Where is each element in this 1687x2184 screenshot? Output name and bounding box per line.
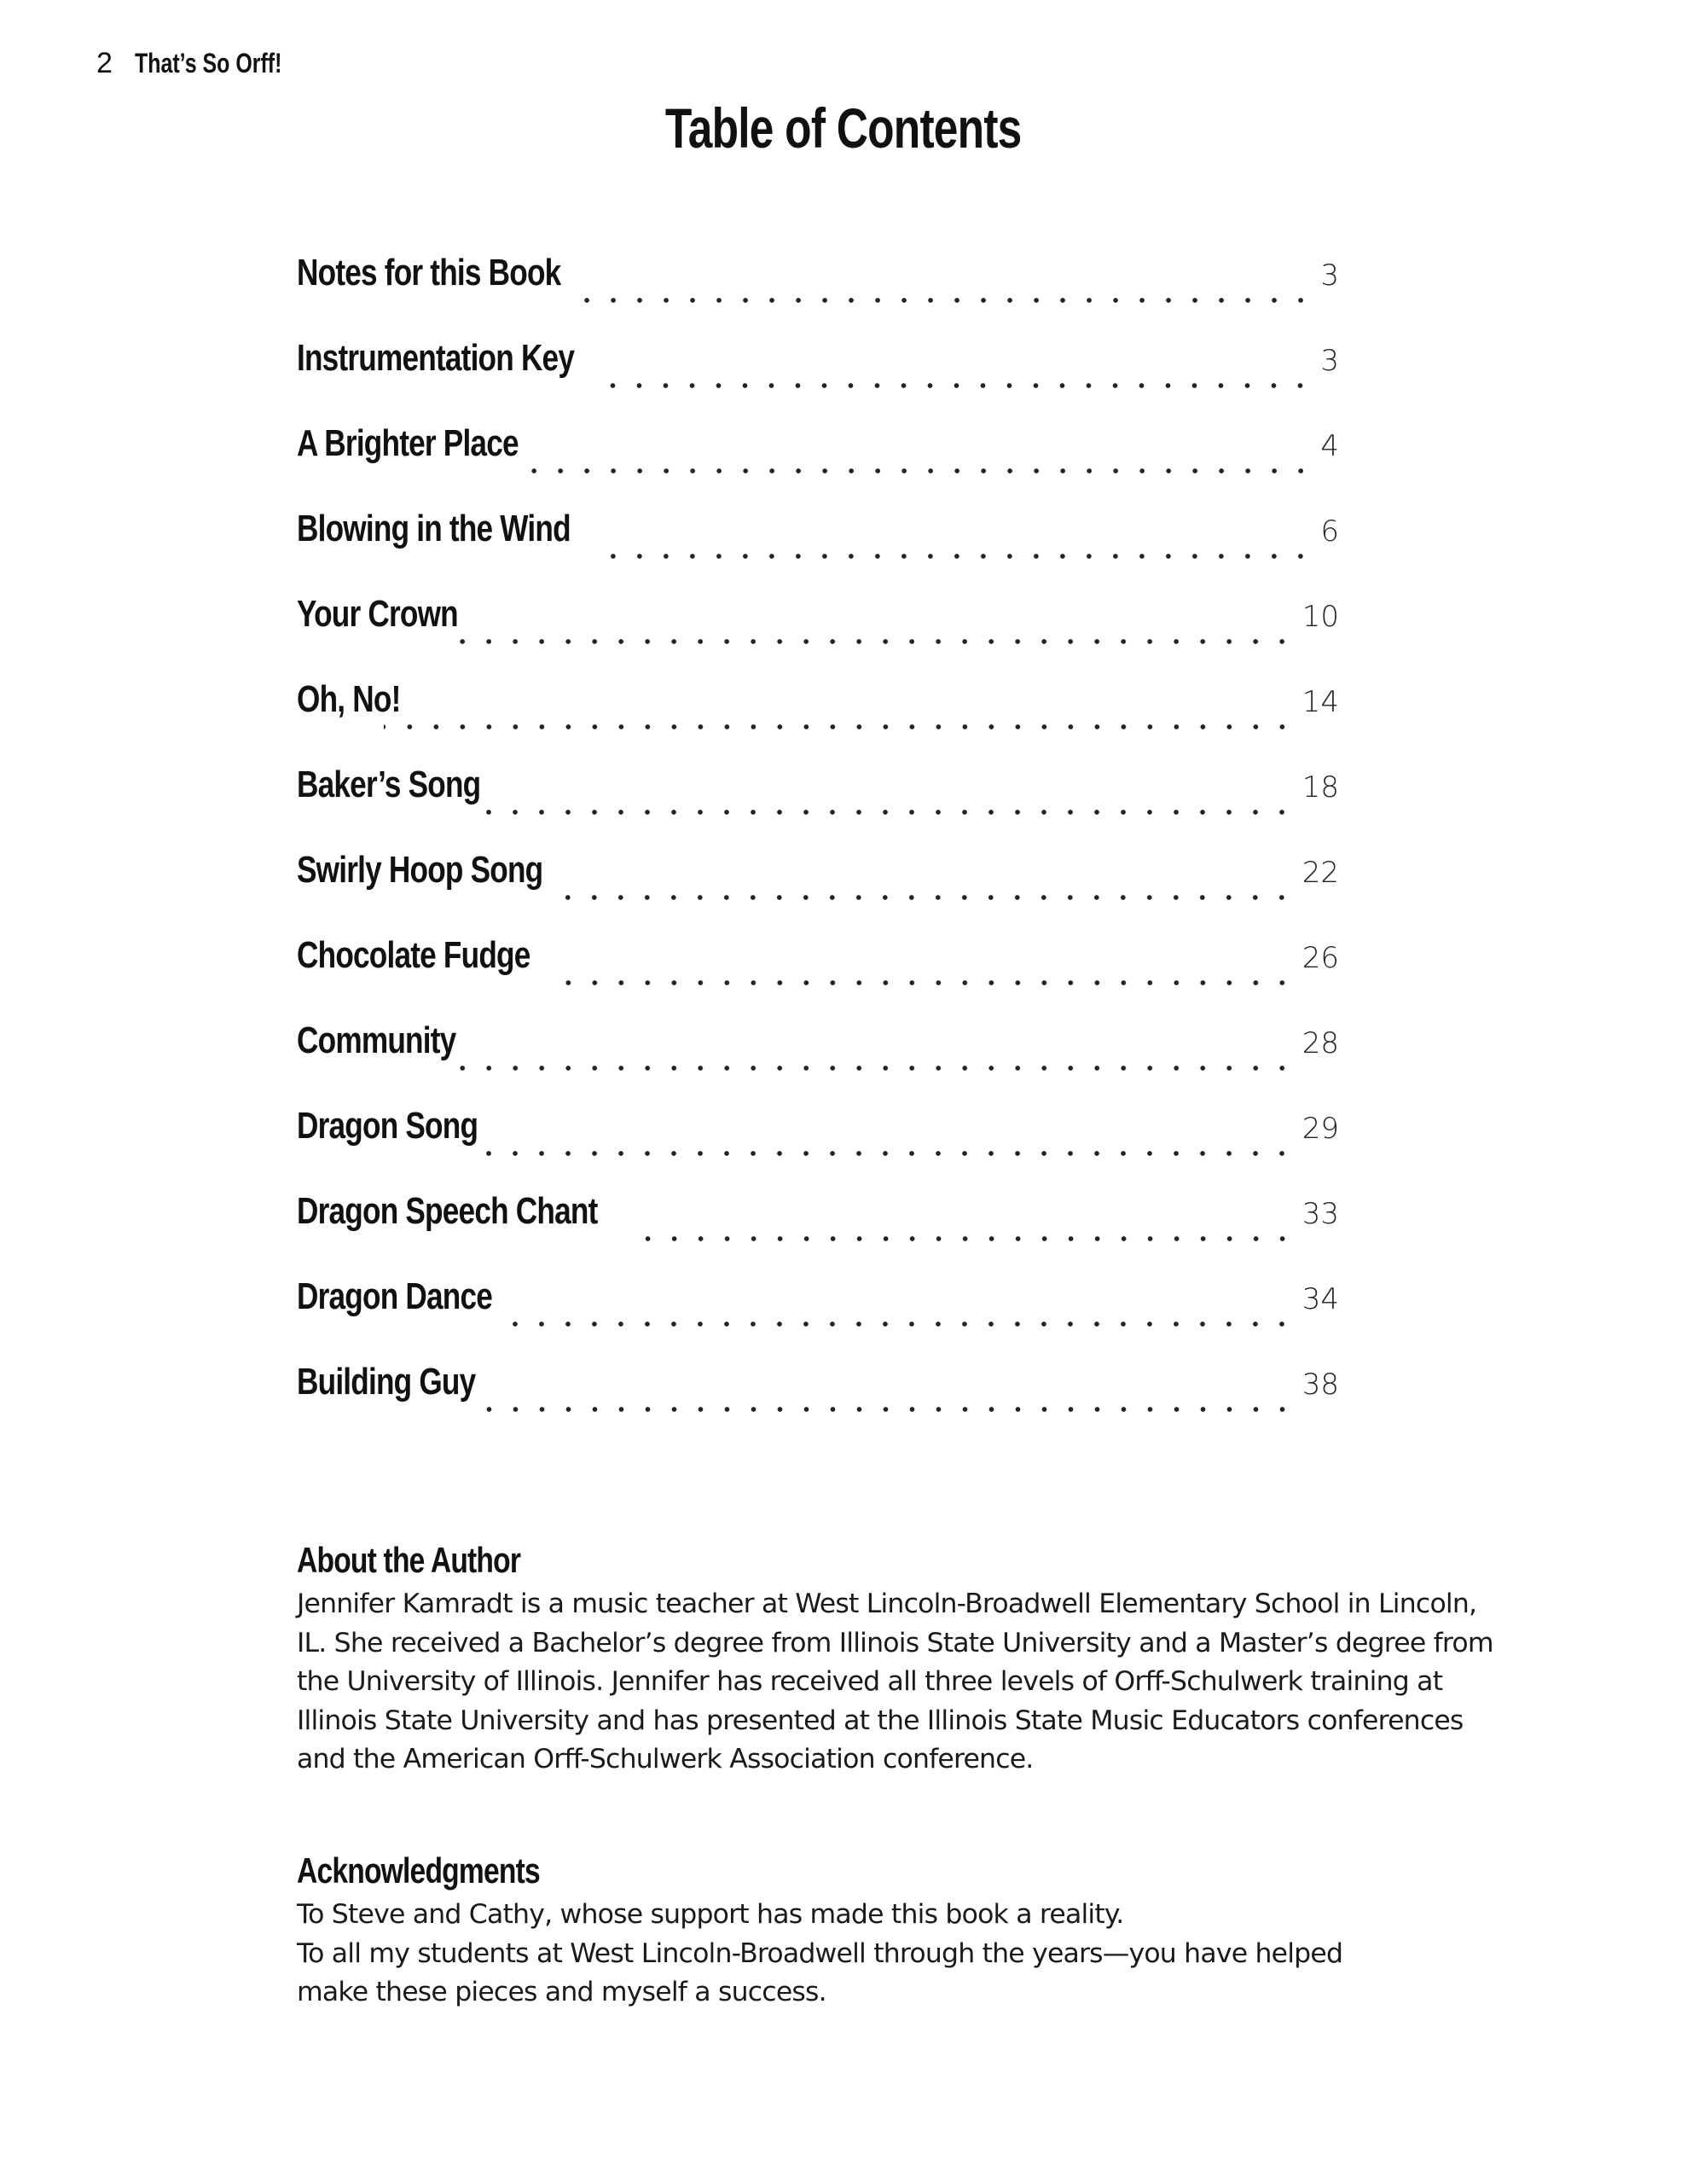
page-number: 2 [96,47,113,79]
acknowledgments-body [297,1896,1346,2013]
toc-entry[interactable] [297,930,1339,1015]
toc-entry-title: Dragon Song [297,1105,478,1147]
toc-entry-title: Community [297,1019,456,1061]
toc-entry-title: Chocolate Fudge [297,934,530,976]
toc-dot-leader [498,1319,1295,1329]
about-line: Illinois State University and has presented at the Illinois State Music Educators conferences [297,1705,1464,1736]
toc-entry[interactable] [297,589,1339,674]
toc-dot-leader [531,466,1314,476]
toc-dot-leader [478,1404,1296,1414]
toc-entry-title: Baker’s Song [297,764,481,805]
toc-dot-leader [596,551,1313,561]
toc-dot-leader [453,1063,1296,1073]
toc-dot-leader [561,892,1295,903]
toc-entry-title: Building Guy [297,1361,476,1403]
about-line: the University of Illinois. Jennifer has received all three levels of Orff-Schulwerk training at [297,1666,1443,1697]
toc-dot-leader [484,807,1296,817]
toc-entry[interactable] [297,247,1339,333]
acknowledgments-section [297,1848,1346,2013]
toc-entry-page: 3 [1320,344,1339,378]
toc-list [297,247,1339,1442]
toc-entry-title: Blowing in the Wind [297,508,571,549]
toc-dot-leader [584,295,1314,305]
toc-entry-page: 22 [1301,856,1339,890]
toc-entry[interactable] [297,1015,1339,1101]
toc-entry-page: 28 [1301,1026,1339,1060]
toc-entry-title: Dragon Speech Chant [297,1190,598,1232]
toc-entry[interactable] [297,845,1339,930]
toc-entry-page: 29 [1301,1112,1339,1146]
about-author-section [297,1537,1493,1780]
toc-entry[interactable] [297,1356,1339,1442]
toc-entry-page: 4 [1320,429,1339,463]
about-line: and the American Orff-Schulwerk Association conference. [297,1744,1034,1774]
toc-entry-title: Oh, No! [297,678,401,720]
toc-dot-leader [384,722,1296,732]
toc-entry-page: 10 [1301,600,1339,634]
toc-entry[interactable] [297,503,1339,589]
toc-dot-leader [546,978,1296,988]
about-author-heading: About the Author [297,1540,521,1580]
about-line: IL. She received a Bachelor’s degree from Illinois State University and a Master’s degree from [297,1627,1493,1658]
toc-entry-page: 6 [1320,514,1339,549]
toc-entry[interactable] [297,759,1339,845]
toc-entry[interactable] [297,674,1339,759]
toc-entry-title: Dragon Dance [297,1275,493,1317]
acknowledgments-line: To Steve and Cathy, whose support has made this book a reality. [297,1899,1124,1930]
toc-entry[interactable] [297,1271,1339,1356]
about-line: Jennifer Kamradt is a music teacher at West Lincoln-Broadwell Elementary School in Lincoln, [297,1589,1477,1619]
toc-entry-page: 14 [1301,685,1339,719]
toc-entry-page: 34 [1301,1282,1339,1316]
acknowledgments-line: To all my students at West Lincoln-Broadwell through the years—you have helped [297,1937,1343,1969]
toc-entry[interactable] [297,1101,1339,1186]
toc-dot-leader [600,380,1313,391]
toc-heading-text: Table of Contents [665,96,1022,160]
toc-entry-page: 18 [1301,770,1339,804]
toc-entry[interactable] [297,1186,1339,1271]
running-head-title: That’s So Orff! [134,48,282,78]
toc-entry-title: Instrumentation Key [297,337,575,379]
toc-entry-title: Swirly Hoop Song [297,849,543,891]
toc-entry[interactable] [297,418,1339,503]
toc-heading [0,96,1687,160]
toc-entry-page: 3 [1320,258,1339,293]
toc-entry-title: Notes for this Book [297,252,561,293]
running-head [96,47,323,80]
toc-dot-leader [480,1148,1296,1159]
toc-entry-page: 26 [1301,941,1339,975]
toc-entry-title: Your Crown [297,593,458,635]
toc-entry-page: 33 [1301,1197,1339,1231]
about-author-body [297,1585,1493,1780]
toc-entry-title: A Brighter Place [297,422,519,464]
toc-dot-leader [630,1234,1296,1244]
toc-entry-page: 38 [1301,1368,1339,1402]
acknowledgments-line: make these pieces and myself a success. [297,1977,826,2007]
toc-dot-leader [455,636,1296,647]
acknowledgments-heading: Acknowledgments [297,1850,540,1891]
toc-entry[interactable] [297,333,1339,418]
